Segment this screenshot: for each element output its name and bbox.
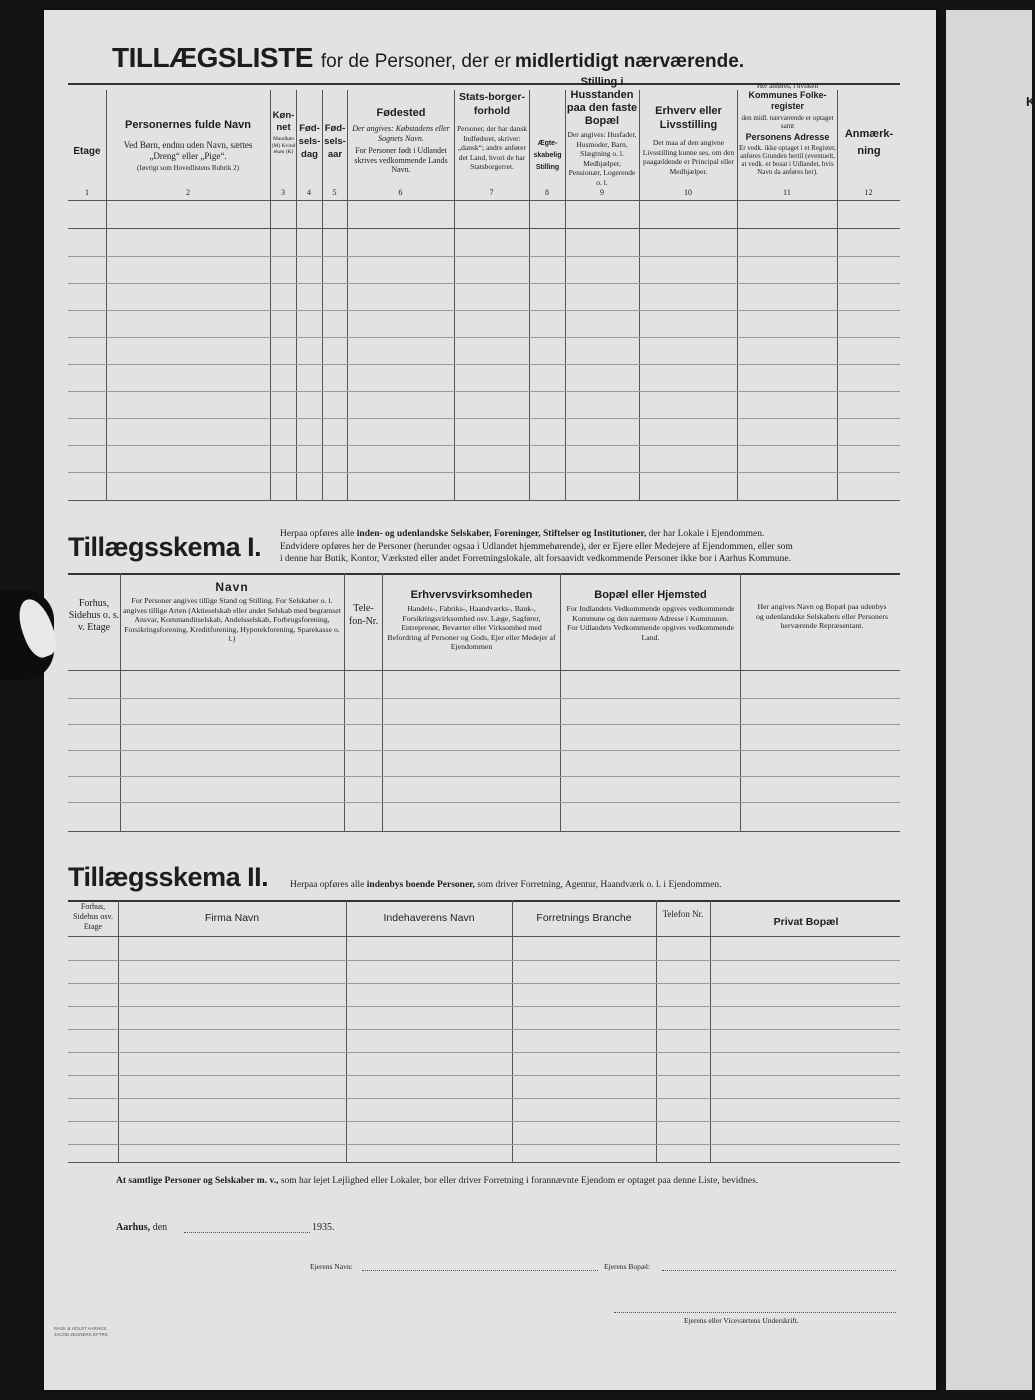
skema2-col-branch: Forretnings Branche bbox=[536, 912, 632, 924]
printer-mark bbox=[54, 1326, 108, 1337]
row-rule bbox=[68, 256, 900, 257]
skema1-col-representative: Her angives Navn og Bopæl paa udenbys og udenlandske Selskabers eller Personers herværende Repræsentant. bbox=[755, 602, 889, 630]
row-rule bbox=[68, 1052, 900, 1053]
col-num: 7 bbox=[489, 188, 494, 197]
row-rule bbox=[68, 1098, 900, 1099]
signature-field[interactable] bbox=[614, 1312, 896, 1313]
col-num: 1 bbox=[85, 188, 89, 197]
row-rule bbox=[68, 960, 900, 961]
skema2-intro-b: indenbys boende Personer, bbox=[366, 880, 475, 890]
row-rule bbox=[68, 1029, 900, 1030]
col-num: 8 bbox=[545, 188, 549, 197]
date-field[interactable] bbox=[184, 1232, 310, 1233]
col-register-title: Kommunes Folke-register bbox=[748, 90, 827, 111]
col-name-header bbox=[108, 118, 268, 172]
owner-address-field[interactable] bbox=[662, 1270, 896, 1271]
city: Aarhus, bbox=[116, 1222, 151, 1233]
col-register-pre: Her anføres, i hvilken bbox=[756, 82, 819, 90]
skema1-col-etage: Forhus, Sidehus o. s. v. Etage bbox=[68, 598, 120, 633]
row-rule bbox=[68, 364, 900, 365]
col-num: 3 bbox=[281, 188, 285, 197]
col-birthplace-note: Der angives: Købstadens eller Sognets Navn. bbox=[352, 124, 450, 143]
owner-name-field[interactable] bbox=[362, 1270, 598, 1271]
skema1-col-residence-title: Bopæl eller Hjemsted bbox=[594, 589, 707, 601]
col-gender-note: Mandkøn (M) Kvindekøn (K) bbox=[271, 136, 296, 155]
col-register-header bbox=[739, 82, 836, 176]
title-mid: for de Personer, der er bbox=[320, 51, 511, 72]
col-num: 4 bbox=[307, 188, 311, 197]
printer-line-2: JACOB ZEUNERS EFTRS bbox=[54, 1331, 108, 1337]
col-occupation-header bbox=[641, 104, 736, 176]
skema1-col-name-note: For Personer angives tillige Stand og Stilling. For Selskaber o. l. angives tillige Arten (Aktieselskab eller andet Selskab med begrænset Ansvar, Kommanditselskab, Andelsselskab, Forbrugsforening, Forsikringsforening, Kreditforening, Hypotekforening, Sparekasse o. l.) bbox=[123, 596, 341, 643]
title-bold: midlertidigt nærværende. bbox=[515, 51, 745, 72]
attestation-bold: At samtlige Personer og Selskaber m. v., bbox=[116, 1176, 279, 1186]
skema2-col-phone: Telefon Nr. bbox=[662, 909, 704, 919]
row-rule bbox=[68, 724, 900, 725]
col-remarks-header: Anmærk-ning bbox=[844, 128, 894, 157]
skema2-intro-a: Herpaa opføres alle bbox=[290, 880, 365, 890]
signature-label: Ejerens eller Viceværtens Underskrift. bbox=[684, 1316, 799, 1325]
col-birthplace-note2: For Personer født i Udlandet skrives vedkommende Lands Navn. bbox=[354, 146, 448, 174]
skema2-intro-c: som driver Forretning, Agentur, Haandværk o. l. i Ejendommen. bbox=[477, 880, 722, 890]
skema2-intro bbox=[290, 880, 721, 890]
row-rule bbox=[68, 1121, 900, 1122]
skema1-col-residence-note2: For Udlandets Vedkommende opgives vedkommende Land. bbox=[566, 623, 735, 642]
form-page bbox=[44, 10, 936, 1390]
skema1-intro-1a: Herpaa opføres alle bbox=[280, 529, 355, 539]
owner-address-label: Ejerens Bopæl: bbox=[604, 1262, 651, 1271]
row-rule bbox=[68, 750, 900, 751]
row-rule bbox=[68, 310, 900, 311]
skema2-col-etage: Forhus, Sidehus osv. Etage bbox=[73, 902, 113, 931]
col-name-note2: (Iøvrigt som Hovedlistens Rubrik 2) bbox=[137, 164, 239, 172]
skema2-col-owner: Indehaverens Navn bbox=[383, 912, 475, 924]
printer-line-1: RASK & HOLST AARHUS bbox=[54, 1326, 107, 1331]
row-rule bbox=[68, 698, 900, 699]
skema1-intro-3: i denne har Butik, Kontor, Værksted eller andet Forretningslokale, alt forsaavidt vedkommende Personer ikke bor i Aarhus Kommune. bbox=[280, 554, 792, 564]
col-num: 2 bbox=[186, 188, 190, 197]
row-rule bbox=[68, 472, 900, 473]
col-num: 11 bbox=[783, 188, 791, 197]
adjacent-page bbox=[946, 10, 1035, 1390]
row-rule bbox=[68, 418, 900, 419]
col-num: 9 bbox=[600, 188, 604, 197]
skema1-col-residence-note1: For Indlandets Vedkommende opgives vedkommende Kommune og den nærmere Adresse i Kommunen. bbox=[566, 604, 735, 623]
tillaegsliste-title bbox=[112, 42, 912, 74]
row-rule bbox=[68, 337, 900, 338]
col-num: 5 bbox=[332, 188, 337, 197]
skema1-col-business-header bbox=[384, 588, 559, 652]
skema1-col-residence-header bbox=[562, 588, 739, 642]
row-rule bbox=[68, 802, 900, 803]
col-citizenship-header bbox=[456, 90, 528, 172]
col-gender-title: Køn-net bbox=[272, 110, 295, 133]
col-etage-header: Etage bbox=[73, 146, 101, 157]
col-name-title: Personernes fulde Navn bbox=[125, 119, 251, 131]
page-tab bbox=[0, 590, 54, 680]
col-occupation-title: Erhverv eller Livsstilling bbox=[655, 105, 722, 131]
skema1-col-phone: Tele-fon-Nr. bbox=[348, 603, 379, 627]
skema1-intro-2: Endvidere opføres her de Personer (herunder ogsaa i Udlandet hjemmehørende), der er Ejere eller Medejere af Ejendommen, eller som bbox=[280, 541, 793, 552]
attestation-rest: som har lejet Lejlighed eller Lokaler, bor eller driver Forretning i forannævnte Ejendom er optaget paa denne Liste, bevidnes. bbox=[280, 1176, 759, 1186]
col-birthday-header: Fød-sels-dag bbox=[298, 123, 321, 160]
col-birthplace-header bbox=[349, 106, 453, 175]
row-rule bbox=[68, 983, 900, 984]
col-num: 6 bbox=[398, 188, 403, 197]
row-rule bbox=[68, 391, 900, 392]
row-rule bbox=[68, 445, 900, 446]
row-rule bbox=[68, 776, 900, 777]
col-num: 12 bbox=[864, 188, 873, 197]
skema1-col-name-header bbox=[122, 580, 342, 644]
col-register-note: den midl. nærværende er optaget samt bbox=[741, 114, 834, 130]
col-citizenship-title: Stats-borger-forhold bbox=[459, 91, 525, 117]
year: 1935. bbox=[312, 1222, 335, 1233]
col-household-note: Der angives: Husfader, Husmoder, Barn, Slægtning o. l. Medhjælper, Pensionær, Logerende o. l. bbox=[567, 130, 637, 187]
den-label: den bbox=[152, 1222, 168, 1233]
col-num: 10 bbox=[684, 188, 692, 197]
adjacent-page-letter: K bbox=[1026, 94, 1035, 109]
date-line bbox=[116, 1222, 167, 1233]
title-big: TILLÆGSLISTE bbox=[112, 42, 313, 73]
skema1-col-business-title: Erhvervsvirksomheden bbox=[410, 589, 533, 601]
col-name-note: Ved Børn, endnu uden Navn, sættes „Dreng“ eller „Pige“. bbox=[123, 140, 253, 161]
owner-name-label: Ejerens Navn: bbox=[310, 1262, 353, 1271]
col-birthyear-header: Fød-sels-aar bbox=[324, 123, 346, 160]
row-rule bbox=[68, 1144, 900, 1145]
col-occupation-note: Det maa af den angivne Livsstilling kunne ses, om den paagældende er Principal eller Medhjælper. bbox=[642, 138, 735, 176]
row-rule bbox=[68, 1075, 900, 1076]
col-birthplace-title: Fødested bbox=[376, 107, 426, 119]
skema1-col-business-note: Handels-, Fabriks-, Haandværks-, Bank-, Forsikringsvirksomhed osv. Læge, Sagfører, Entreprenør, Beværter eller Virksomhed med Befordring af Personer og Gods, Ejer eller Medejer af Ejendommen bbox=[387, 604, 556, 651]
skema2-col-firm: Firma Navn bbox=[204, 912, 260, 924]
row-rule bbox=[68, 1006, 900, 1007]
row-rule bbox=[68, 283, 900, 284]
skema1-intro bbox=[280, 528, 900, 566]
col-citizenship-note: Personer, der har dansk Indfødsret, skriver: „dansk“; andre anfører det Land, hvori de har Statsborgerret. bbox=[456, 124, 528, 171]
skema1-intro-1b: inden- og udenlandske Selskaber, Foreninger, Stiftelser og Institutioner, bbox=[356, 529, 647, 539]
skema2-title: Tillægsskema II. bbox=[68, 862, 269, 892]
col-household-header bbox=[566, 76, 638, 187]
col-household-title: Stilling i Husstanden paa den faste Bopæl bbox=[566, 76, 638, 127]
attestation bbox=[116, 1176, 896, 1186]
col-register-note2: Er vedk. ikke optaget i et Register, anføres Grunden hertil (eventuelt, at vedk. er bosat i Udlandet, hvis Navn da anføres her). bbox=[739, 144, 836, 176]
col-gender-header bbox=[271, 110, 296, 156]
skema2-col-private: Privat Bopæl bbox=[773, 916, 839, 928]
skema1-title: Tillægsskema I. bbox=[68, 532, 262, 562]
col-register-title2: Personens Adresse bbox=[745, 132, 830, 142]
skema1-col-name-title: Navn bbox=[215, 580, 249, 594]
col-marital-header: Ægte-skabelig Stilling bbox=[533, 140, 562, 171]
skema1-intro-1c: der har Lokale i Ejendommen. bbox=[648, 529, 765, 539]
